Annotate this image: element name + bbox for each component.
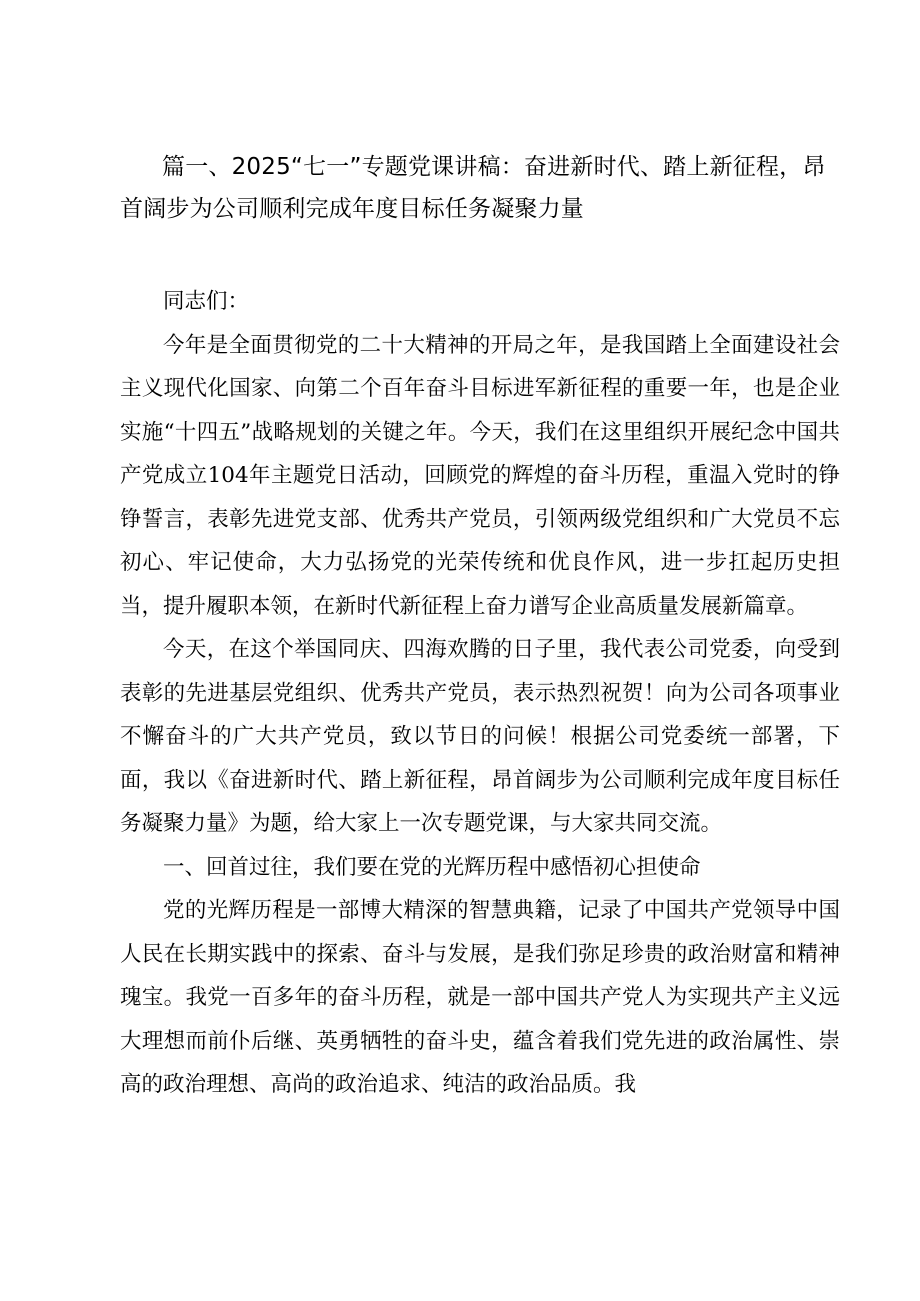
document-body bbox=[120, 280, 840, 1107]
salutation: 同志们： bbox=[163, 289, 250, 314]
section-1-paragraph: 党的光辉历程是一部博大精深的智慧典籍，记录了中国共产党领导中国人民在长期实践中的探索、奋斗与发展，是我们弥足珍贵的政治财富和精神瑰宝。我党一百多年的奋斗历程，就是一部中国共产党人为实现共产主义远大理想而前仆后继、英勇牺牲的奋斗史，蕴含着我们党先进的政治属性、崇高的政治理想、高尚的政治追求、纯洁的政治品质。我 bbox=[120, 898, 840, 1097]
document-title: 篇一、2025“七一”专题党课讲稿：奋进新时代、踏上新征程，昂首阔步为公司顺利完成年度目标任务凝聚力量 bbox=[120, 154, 826, 222]
body-paragraph-2: 今天，在这个举国同庆、四海欢腾的日子里，我代表公司党委，向受到表彰的先进基层党组织、优秀共产党员，表示热烈祝贺！向为公司各项事业不懈奋斗的广大共产党员，致以节日的问候！根据公司党委统一部署，下面，我以《奋进新时代、踏上新征程，昂首阔步为公司顺利完成年度目标任务凝聚力量》为题，给大家上一次专题党课，与大家共同交流。 bbox=[120, 637, 840, 836]
section-heading-1: 一、回首过往，我们要在党的光辉历程中感悟初心担使命 bbox=[163, 854, 701, 880]
body-paragraph-1: 今年是全面贯彻党的二十大精神的开局之年，是我国踏上全面建设社会主义现代化国家、向第二个百年奋斗目标进军新征程的重要一年，也是企业实施“十四五”战略规划的关键之年。今天，我们在这里组织开展纪念中国共产党成立104年主题党日活动，回顾党的辉煌的奋斗历程，重温入党时的铮铮誓言，表彰先进党支部、优秀共产党员，引领两级党组织和广大党员不忘初心、牢记使命，大力弘扬党的光荣传统和优良作风，进一步扛起历史担当，提升履职本领，在新时代新征程上奋力谱写企业高质量发展新篇章。 bbox=[120, 332, 840, 619]
